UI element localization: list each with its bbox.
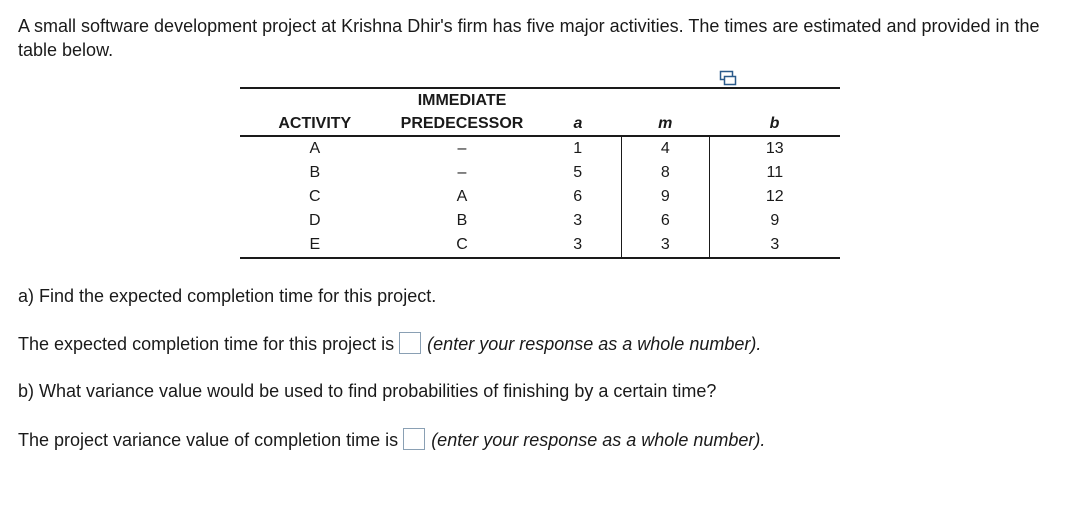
answer-b-hint: (enter your response as a whole number).	[431, 430, 766, 450]
cell-m: 6	[622, 209, 710, 233]
answer-b-line	[18, 429, 765, 452]
answer-a-line	[18, 333, 761, 356]
header-predecessor-line2: PREDECESSOR	[390, 112, 535, 136]
header-b: b	[709, 112, 840, 136]
cell-activity: D	[309, 212, 321, 229]
cell-a: 3	[534, 233, 621, 258]
cell-b: 12	[709, 185, 840, 209]
cell-predecessor: A	[456, 188, 468, 205]
cell-predecessor: C	[390, 233, 535, 258]
cell-m: 3	[622, 233, 710, 258]
cell-b: 9	[709, 209, 840, 233]
header-blank	[240, 88, 390, 112]
answer-b-prefix: The project variance value of completion time is	[18, 430, 399, 450]
table-row	[240, 209, 840, 233]
table-row	[240, 161, 840, 185]
cell-a: 5	[573, 164, 583, 181]
table-row	[240, 136, 840, 161]
copy-table-icon[interactable]	[719, 70, 737, 86]
question-a: a) Find the expected completion time for this project.	[18, 286, 437, 306]
table-header-row-2	[240, 112, 840, 136]
question-b: b) What variance value would be used to find probabilities of finishing by a certain time?	[18, 381, 717, 401]
cell-activity: E	[240, 233, 390, 258]
header-m: m	[622, 112, 710, 136]
answer-a-prefix: The expected completion time for this project is	[18, 334, 395, 354]
cell-b: 13	[709, 136, 840, 161]
cell-activity: A	[309, 140, 321, 157]
problem-intro: A small software development project at Krishna Dhir's firm has five major activities. The times are estimated and provided in the table below.	[18, 16, 1040, 60]
activity-table	[240, 87, 840, 259]
header-predecessor-line1: IMMEDIATE	[390, 88, 535, 112]
table-row	[240, 233, 840, 258]
answer-a-input[interactable]	[399, 332, 421, 354]
cell-m: 8	[622, 161, 710, 185]
cell-predecessor: B	[456, 212, 468, 229]
cell-b: 11	[709, 161, 840, 185]
answer-b-input[interactable]	[403, 428, 425, 450]
table-row	[240, 185, 840, 209]
cell-a: 6	[573, 188, 583, 205]
cell-b: 3	[709, 233, 840, 258]
header-activity: ACTIVITY	[240, 112, 390, 136]
header-a: a	[534, 112, 621, 136]
cell-m: 9	[622, 185, 710, 209]
answer-a-hint: (enter your response as a whole number).	[427, 334, 762, 354]
table-header-row-1	[240, 88, 840, 112]
cell-m: 4	[622, 136, 710, 161]
cell-a: 3	[573, 212, 583, 229]
cell-activity: B	[309, 164, 321, 181]
cell-predecessor: –	[457, 164, 467, 181]
cell-a: 1	[573, 140, 583, 157]
cell-predecessor: –	[457, 140, 467, 157]
cell-activity: C	[309, 188, 321, 205]
